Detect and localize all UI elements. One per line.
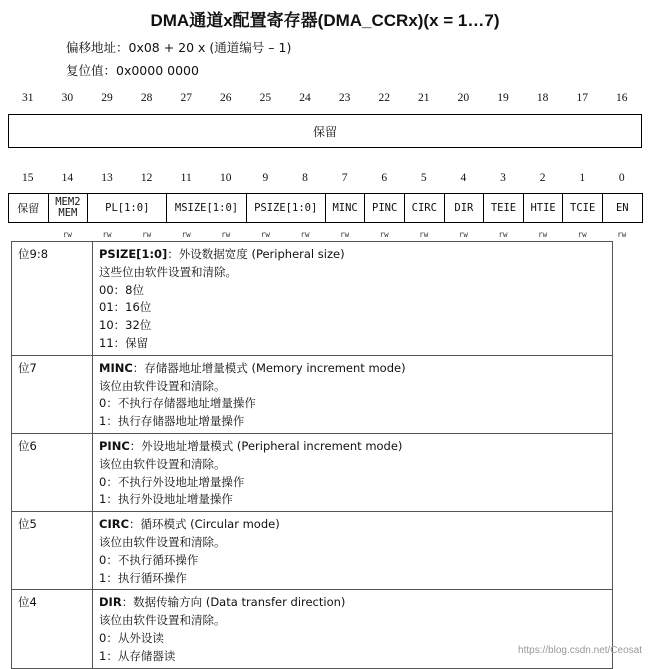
access-type: rw — [221, 230, 231, 239]
field-name: CIRC — [99, 517, 130, 532]
bit-number-23: 23 — [338, 92, 351, 104]
access-type: rw — [181, 230, 191, 239]
description-line: 11：保留 — [99, 335, 149, 350]
description-row — [12, 355, 613, 433]
bit-number-8: 8 — [302, 172, 308, 184]
access-type: rw — [340, 230, 350, 239]
field-htie: HTIE — [523, 193, 564, 223]
bit-number-10: 10 — [220, 172, 232, 184]
description-line: 1：执行外设地址增量操作 — [99, 492, 233, 507]
bit-number-25: 25 — [259, 92, 272, 104]
offset-address: 偏移地址：0x08 + 20 x (通道编号 – 1) — [66, 40, 292, 55]
bit-number-20: 20 — [457, 92, 470, 104]
field-tcie: TCIE — [562, 193, 603, 223]
access-type: rw — [617, 230, 627, 239]
bit-number-6: 6 — [381, 172, 388, 184]
reset-value: 复位值：0x0000 0000 — [66, 63, 199, 78]
description-row — [12, 242, 613, 356]
description-line: 1：从存储器读 — [99, 648, 176, 663]
bit-number-26: 26 — [220, 92, 232, 104]
field-name: DIR — [99, 595, 122, 610]
bit-number-16: 16 — [616, 92, 628, 104]
lower-field-row — [8, 193, 642, 225]
bit-number-18: 18 — [536, 92, 549, 104]
bit-position: 位5 — [12, 512, 93, 590]
access-type: rw — [260, 230, 270, 239]
description-line: 该位由软件设置和清除。 — [99, 534, 226, 549]
description-row — [12, 433, 613, 511]
description-line: 0：不执行外设地址增量操作 — [99, 474, 245, 489]
field-heading: ：外设地址增量模式 (Peripheral increment mode) — [129, 438, 403, 453]
description-line: 1：执行循环操作 — [99, 570, 187, 585]
access-type: rw — [300, 230, 310, 239]
bit-number-2: 2 — [539, 172, 546, 184]
description-row — [12, 512, 613, 590]
description-line: 0：不执行循环操作 — [99, 552, 199, 567]
field-mem2-mem: MEM2 MEM — [48, 193, 89, 223]
bit-number-30: 30 — [61, 92, 74, 104]
bit-position: 位4 — [12, 590, 93, 668]
description-line: 该位由软件设置和清除。 — [99, 378, 226, 393]
access-type: rw — [498, 230, 508, 239]
field-dir: DIR — [444, 193, 485, 223]
upper-bit-numbers — [8, 92, 642, 108]
field-heading: ：外设数据宽度 (Peripheral size) — [167, 247, 345, 261]
access-type: rw — [62, 230, 72, 239]
watermark: https://blog.csdn.net/Ceosat — [518, 645, 642, 656]
lower-bit-numbers — [8, 172, 642, 188]
bit-number-27: 27 — [180, 92, 192, 104]
field-name: MINC — [99, 360, 133, 375]
bit-number-29: 29 — [101, 92, 113, 104]
field-msize-1-0: MSIZE[1:0] — [166, 193, 246, 223]
access-type: rw — [379, 230, 389, 239]
access-type: rw — [458, 230, 468, 239]
bit-number-9: 9 — [262, 172, 269, 184]
field-name: PINC — [99, 438, 130, 453]
access-type: rw — [538, 230, 548, 239]
description-line: 0：从外设读 — [99, 630, 164, 645]
description-line: 00：8位 — [99, 282, 144, 297]
field-pl-1-0: PL[1:0] — [87, 193, 167, 223]
bit-number-0: 0 — [618, 172, 625, 184]
description-line: 该位由软件设置和清除。 — [99, 456, 226, 471]
description-line: 该位由软件设置和清除。 — [99, 613, 226, 628]
access-type: rw — [142, 230, 152, 239]
bit-number-5: 5 — [420, 172, 427, 184]
bit-description — [93, 242, 613, 356]
bit-number-19: 19 — [497, 92, 509, 104]
bit-description — [93, 590, 613, 668]
field-teie: TEIE — [483, 193, 524, 223]
access-type: rw — [419, 230, 429, 239]
bit-number-7: 7 — [341, 172, 348, 184]
access-type: rw — [102, 230, 112, 239]
description-row — [12, 590, 613, 668]
field-circ: CIRC — [404, 193, 445, 223]
bit-number-11: 11 — [180, 172, 192, 184]
description-line: 0：不执行存储器地址增量操作 — [99, 396, 256, 411]
bit-number-24: 24 — [299, 92, 311, 104]
bit-number-22: 22 — [378, 92, 390, 104]
description-line: 01：16位 — [99, 300, 152, 315]
bit-description — [93, 512, 613, 590]
bit-description — [93, 355, 613, 433]
bit-number-1: 1 — [579, 172, 586, 184]
bit-number-3: 3 — [500, 172, 506, 184]
description-line: 这些位由软件设置和清除。 — [99, 264, 237, 279]
field-minc: MINC — [325, 193, 366, 223]
bit-number-31: 31 — [22, 92, 34, 104]
bit-number-4: 4 — [460, 172, 467, 184]
field-heading: ：循环模式 (Circular mode) — [129, 517, 280, 532]
bit-number-21: 21 — [418, 92, 430, 104]
bit-position: 位7 — [12, 355, 93, 433]
description-line: 10：32位 — [99, 318, 152, 333]
field-: 保留 — [8, 193, 49, 223]
bit-number-15: 15 — [22, 172, 34, 184]
upper-reserved-field: 保留 — [8, 114, 642, 148]
description-line: 1：执行存储器地址增量操作 — [99, 414, 245, 429]
bit-position: 位6 — [12, 433, 93, 511]
field-name: PSIZE[1:0] — [99, 247, 168, 261]
field-heading: ：存储器地址增量模式 (Memory increment mode) — [132, 360, 406, 375]
field-en: EN — [602, 193, 643, 223]
field-pinc: PINC — [364, 193, 405, 223]
field-heading: ：数据传输方向 (Data transfer direction) — [121, 595, 346, 610]
bit-number-13: 13 — [101, 172, 113, 184]
bit-description-table — [11, 241, 613, 669]
bit-position: 位9:8 — [12, 242, 93, 356]
access-type: rw — [577, 230, 587, 239]
bit-number-14: 14 — [61, 172, 74, 184]
field-psize-1-0: PSIZE[1:0] — [246, 193, 326, 223]
bit-number-12: 12 — [140, 172, 153, 184]
bit-number-17: 17 — [576, 92, 588, 104]
bit-number-28: 28 — [140, 92, 153, 104]
register-title: DMA通道x配置寄存器(DMA_CCRx)(x = 1…7) — [150, 11, 500, 30]
bit-description — [93, 433, 613, 511]
